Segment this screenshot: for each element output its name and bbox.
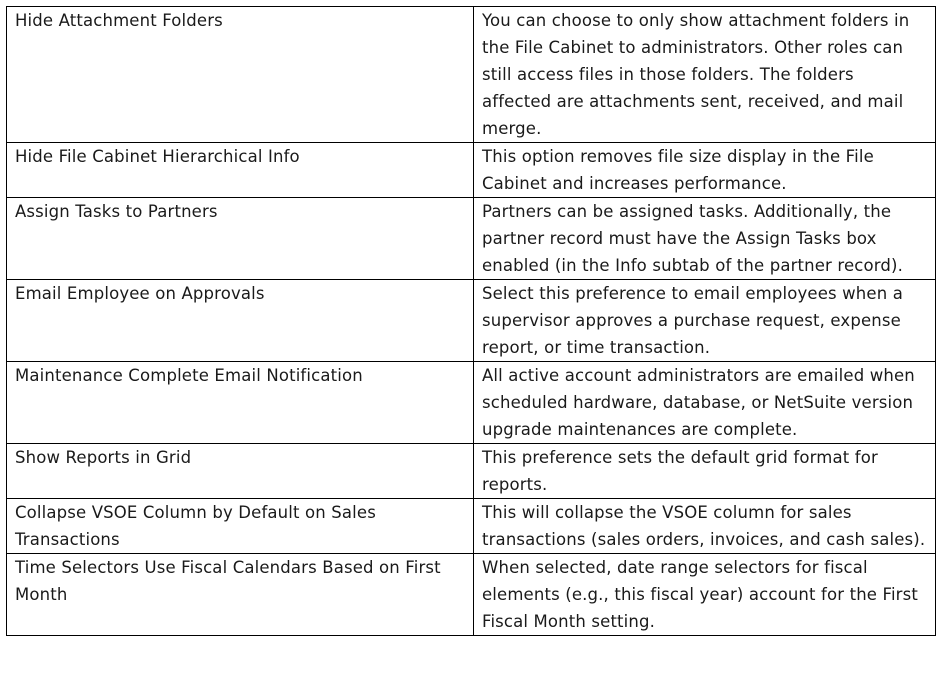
preferences-table	[6, 6, 936, 636]
preference-name-cell: Assign Tasks to Partners	[7, 198, 474, 280]
table-row	[7, 198, 936, 280]
preference-name-cell: Hide Attachment Folders	[7, 7, 474, 143]
preference-name-cell: Maintenance Complete Email Notification	[7, 362, 474, 444]
preference-description-cell: This will collapse the VSOE column for sales transactions (sales orders, invoices, and cash sales).	[474, 499, 936, 554]
preference-description-cell: Partners can be assigned tasks. Additionally, the partner record must have the Assign Tasks box enabled (in the Info subtab of the partner record).	[474, 198, 936, 280]
table-row	[7, 554, 936, 636]
preference-description-cell: When selected, date range selectors for fiscal elements (e.g., this fiscal year) account for the First Fiscal Month setting.	[474, 554, 936, 636]
preference-description-cell: You can choose to only show attachment folders in the File Cabinet to administrators. Other roles can still access files in those folders. The folders affected are attachments sent, received, and mail merge.	[474, 7, 936, 143]
table-row	[7, 362, 936, 444]
preference-name-cell: Hide File Cabinet Hierarchical Info	[7, 143, 474, 198]
preference-description-cell: This preference sets the default grid format for reports.	[474, 444, 936, 499]
preference-description-cell: This option removes file size display in the File Cabinet and increases performance.	[474, 143, 936, 198]
preference-name-cell: Email Employee on Approvals	[7, 280, 474, 362]
table-row	[7, 444, 936, 499]
preference-description-cell: Select this preference to email employees when a supervisor approves a purchase request, expense report, or time transaction.	[474, 280, 936, 362]
table-row	[7, 7, 936, 143]
preference-description-cell: All active account administrators are emailed when scheduled hardware, database, or NetSuite version upgrade maintenances are complete.	[474, 362, 936, 444]
table-row	[7, 280, 936, 362]
preference-name-cell: Collapse VSOE Column by Default on Sales Transactions	[7, 499, 474, 554]
preference-name-cell: Time Selectors Use Fiscal Calendars Based on First Month	[7, 554, 474, 636]
table-row	[7, 499, 936, 554]
preference-name-cell: Show Reports in Grid	[7, 444, 474, 499]
table-row	[7, 143, 936, 198]
